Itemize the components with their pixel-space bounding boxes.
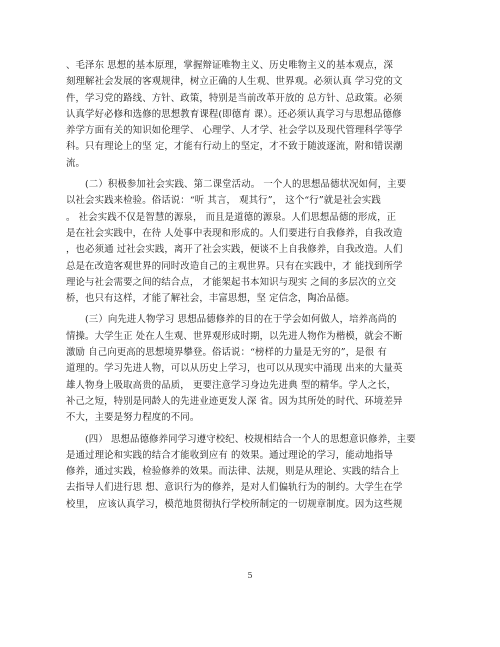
text-line: 科。只有理论上的坚 定，才能有行动上的坚定，才不致于随波逐流，附和错误潮 (66, 141, 403, 153)
text-line: ，也必须通 过社会实践，离开了社会实践，便谈不上自我修养，自我改造。人们 (66, 244, 403, 256)
text-line: 是在社会实践中，在待 人处事中表现和形成的。人们要进行自我修养，自我改造 (66, 227, 403, 239)
paragraph-theory-study (66, 58, 436, 172)
text-line: (二）积极参加社会实践、第二课堂活动。 一个人的思想品德状况如何，主要 (85, 179, 407, 191)
document-body (66, 58, 436, 518)
text-line: 流。 (66, 157, 86, 169)
page-number: 5 (247, 571, 253, 580)
paragraph-social-practice (66, 177, 436, 307)
text-line: 去指导人们进行思 想、意识行为的修养，是对人们偏轨行为的制约。大学生在学 (66, 482, 403, 494)
paragraph-role-models (66, 312, 436, 426)
text-line: 总是在改造客观世界的同时改造自己的主观世界。只有在实践中，才 能找到所学 (66, 260, 403, 272)
paragraph-school-rules (66, 432, 436, 513)
text-line: 修养，通过实践，检验修养的效果。而法律、法规，则是从理论、实践的结合上 (66, 466, 400, 478)
text-line: 补己之短，特别是同龄人的先进业迹更发人深 省。因为其所处的时代、环境差异 (66, 395, 403, 407)
text-line: 认真学好必修和选修的思想教育课程(即德育 课）。还必须认真学习与思想品德修 (66, 108, 402, 120)
text-line: 以社会实践来检验。俗话说：“听 其言， 观其行”， 这个“行”就是社会实践 (66, 195, 381, 207)
text-line: 校里， 应该认真学习，模范地贯彻执行学校所制定的一切规章制度。因为这些规 (66, 498, 403, 510)
text-line: 情操。大学生正 处在人生观、世界观形成时期，以先进人物作为楷模，就会不断 (66, 330, 403, 342)
text-line: 。 社会实践不仅是智慧的源泉， 而且是道德的源泉。人们思想品德的形成，正 (66, 211, 397, 223)
text-line: 、毛泽东 思想的基本原理，掌握辩证唯物主义、历史唯物主义的基本观点，深 (66, 60, 393, 71)
text-line: 不大，主要是努力程度的不同。 (66, 412, 200, 424)
text-line: 桥，也只有这样，才能了解社会，丰富思想，坚 定信念，陶冶品德。 (66, 293, 355, 305)
text-line: 激励 自己向更高的思想境界攀登。俗话说：“榜样的力量是无穷的”，是很 有 (66, 347, 387, 359)
text-line: 养学方面有关的知识如伦理学、 心理学、人才学、社会学以及现代管理科学等学 (66, 125, 403, 137)
text-line: (三）向先进人物学习 思想品德修养的目的在于学会如何做人，培养高尚的 (85, 314, 397, 326)
text-line: (四） 思想品德修养同学习遵守校纪、校规相结合一个人的思想意识修养，主要 (85, 433, 416, 445)
text-line: 是通过理论和实践的结合才能收到应有 的效果。通过理论的学习，能动地指导 (66, 449, 393, 461)
text-line: 雄人物身上吸取高贵的品质， 更要注意学习身边先进典 型的精华。学人之长， (66, 379, 397, 391)
text-line: 理论与社会需要之间的结合点， 才能架起书本知识与现实 之间的多层次的立交 (66, 276, 397, 288)
text-line: 刻理解社会发展的客观规律，树立正确的人生观、世界观。必须认真 学习党的文 (66, 76, 403, 88)
text-line: 道理的。学习先进人物，可以从历史上学习，也可以从现实中涌现 出来的大量英 (66, 363, 403, 375)
text-line: 件，学习党的路线、方针、政策，特别是当前改革开放的 总方针、总政策。必须 (66, 92, 403, 104)
